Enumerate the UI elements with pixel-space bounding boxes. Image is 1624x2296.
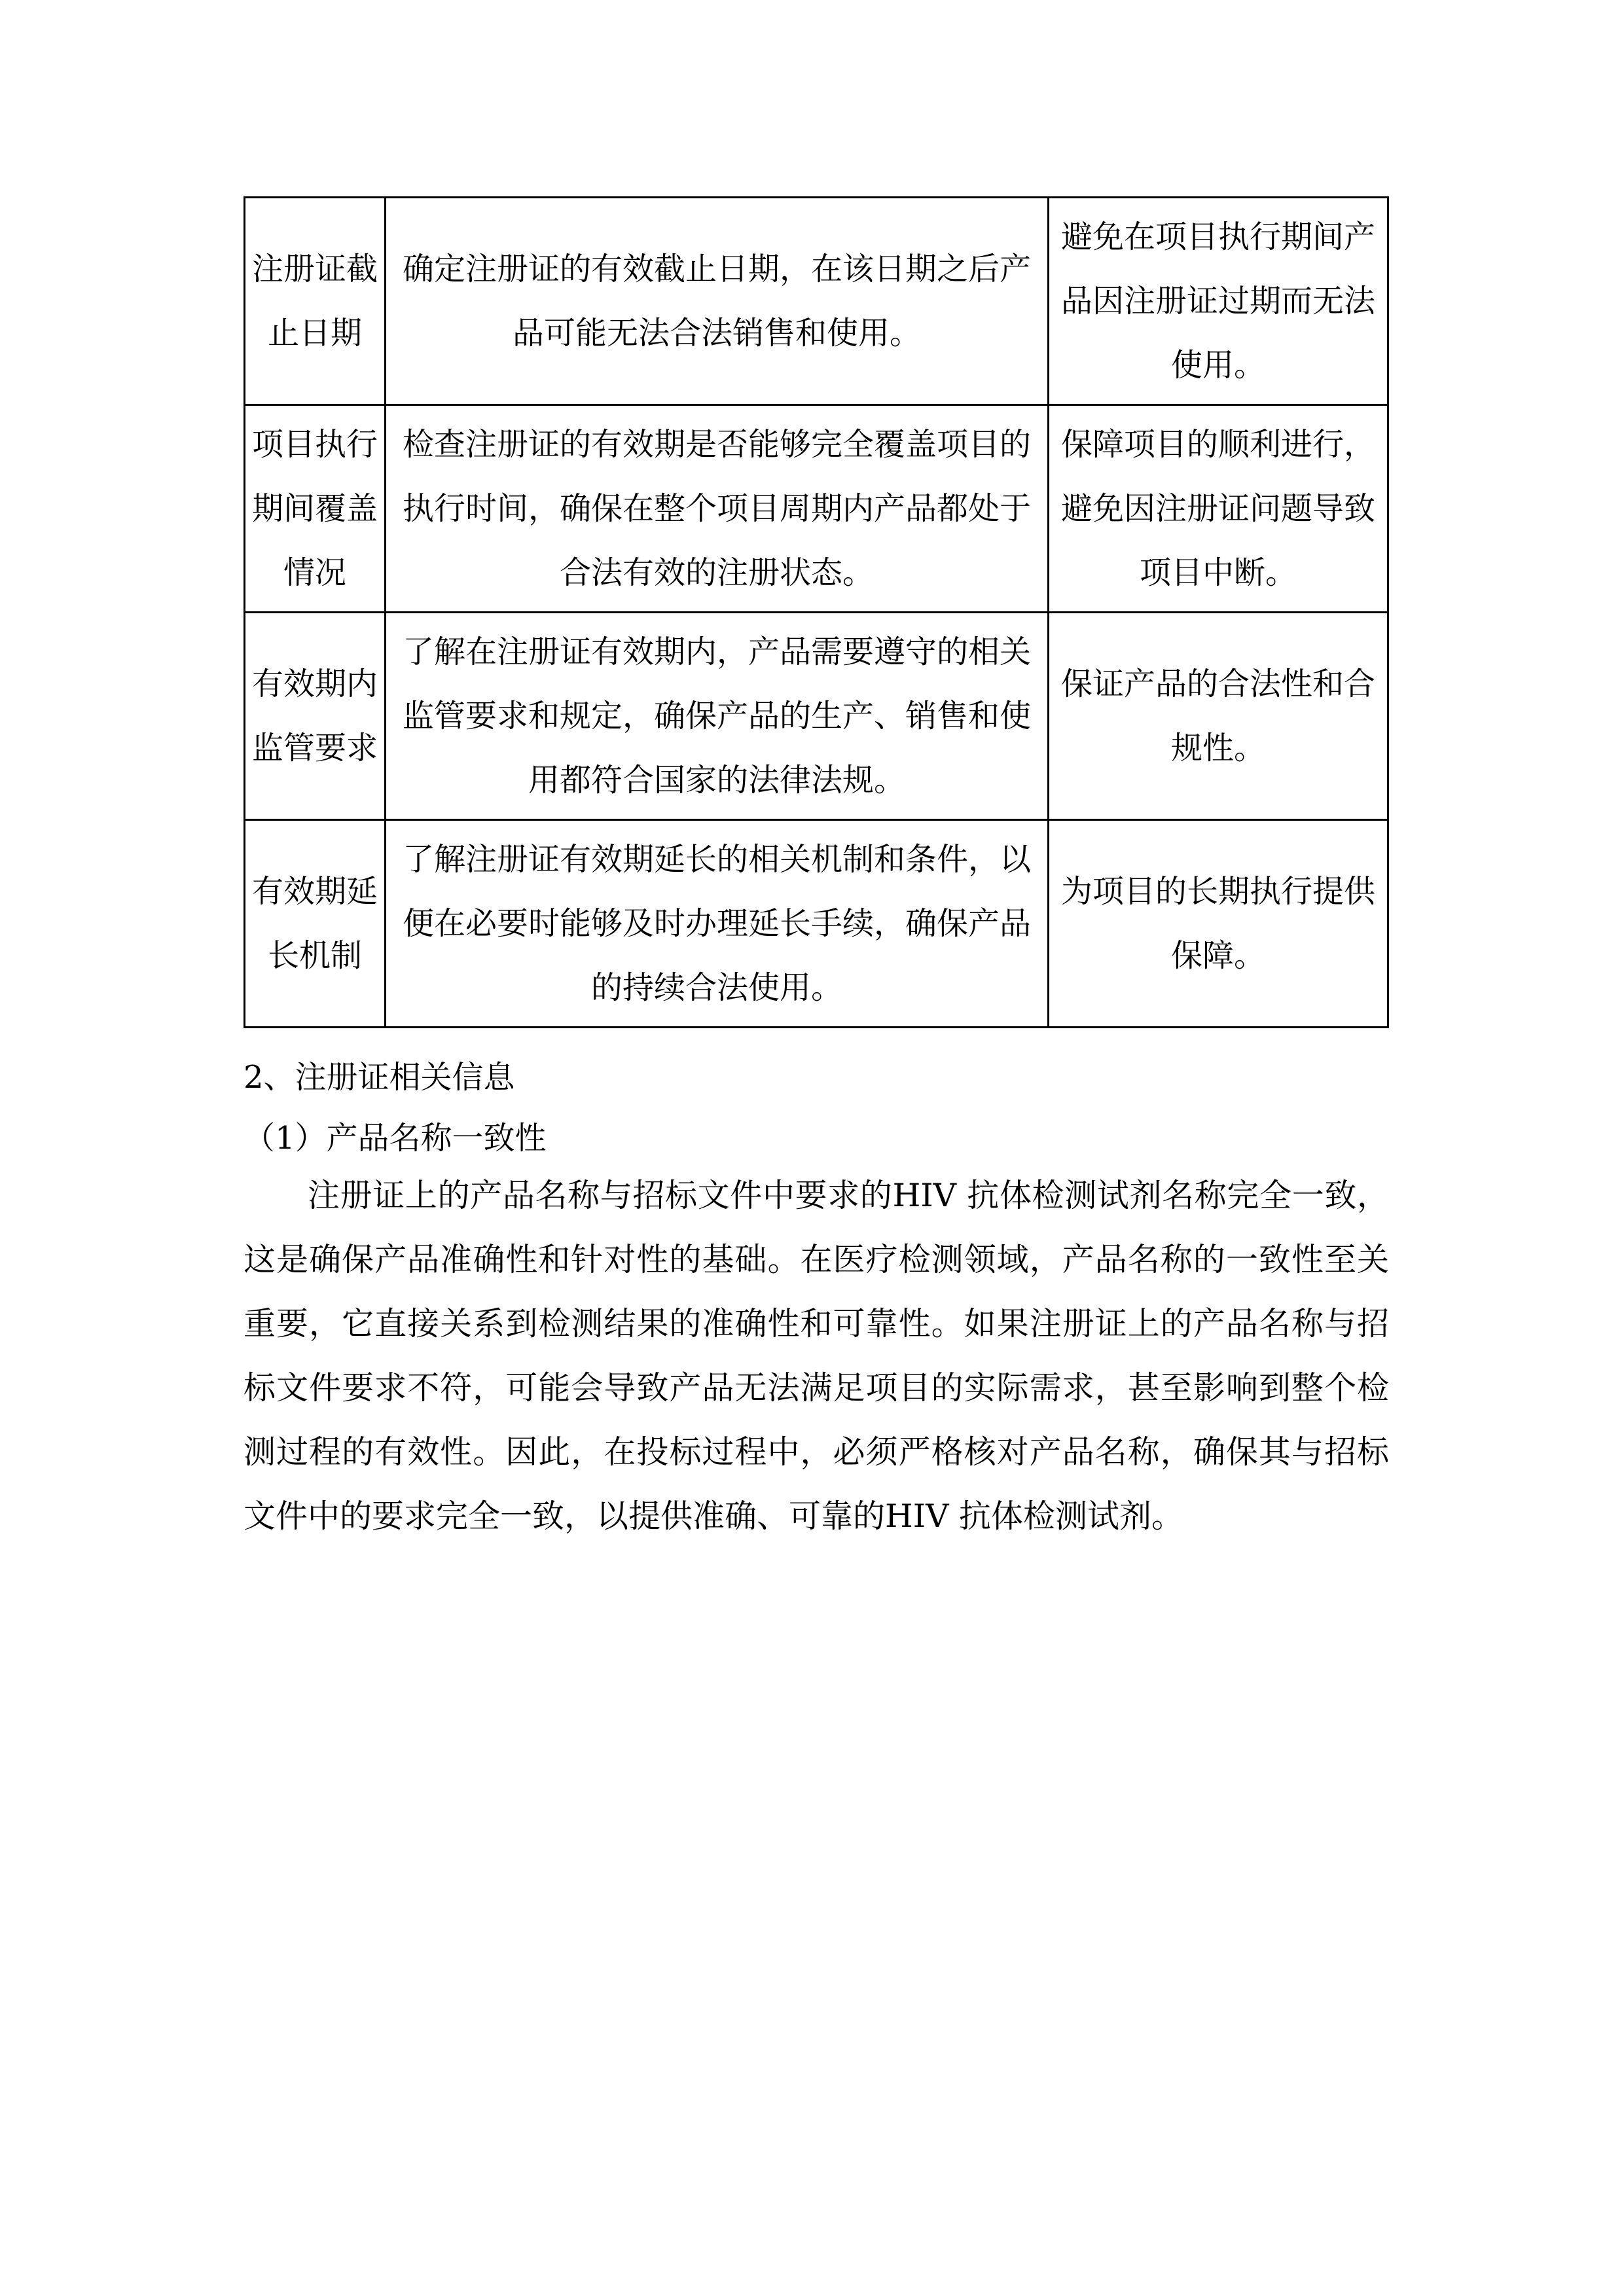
section-heading: 2、注册证相关信息	[244, 1059, 515, 1096]
table-cell-content: 了解注册证有效期延长的相关机制和条件，以便在必要时能够及时办理延长手续，确保产品的持续合法使用。	[386, 820, 1049, 1028]
table-row	[245, 820, 1388, 1028]
table-cell-item: 有效期延长机制	[245, 820, 386, 1028]
registration-validity-table	[244, 196, 1389, 1028]
table-cell-content: 检查注册证的有效期是否能够完全覆盖项目的执行时间，确保在整个项目周期内产品都处于合法有效的注册状态。	[386, 405, 1049, 613]
table-row	[245, 613, 1388, 820]
table-row	[245, 405, 1388, 613]
table-cell-item: 有效期内监管要求	[245, 613, 386, 820]
table-cell-purpose: 保证产品的合法性和合规性。	[1049, 613, 1388, 820]
subsection-heading: （1）产品名称一致性	[244, 1120, 547, 1157]
table-cell-purpose: 避免在项目执行期间产品因注册证过期而无法使用。	[1049, 198, 1388, 405]
table-cell-purpose: 为项目的长期执行提供保障。	[1049, 820, 1388, 1028]
table-cell-item: 项目执行期间覆盖情况	[245, 405, 386, 613]
body-paragraph: 注册证上的产品名称与招标文件中要求的HIV 抗体检测试剂名称完全一致，这是确保产品准确性和针对性的基础。在医疗检测领域，产品名称的一致性至关重要，它直接关系到检测结果的准确性和可靠性。如果注册证上的产品名称与招标文件要求不符，可能会导致产品无法满足项目的实际需求，甚至影响到整个检测过程的有效性。因此，在投标过程中，必须严格核对产品名称，确保其与招标文件中的要求完全一致，以提供准确、可靠的HIV 抗体检测试剂。	[244, 1177, 1389, 1535]
table-cell-content: 了解在注册证有效期内，产品需要遵守的相关监管要求和规定，确保产品的生产、销售和使用都符合国家的法律法规。	[386, 613, 1049, 820]
table-cell-content: 确定注册证的有效截止日期，在该日期之后产品可能无法合法销售和使用。	[386, 198, 1049, 405]
table-row	[245, 198, 1388, 405]
table-cell-purpose: 保障项目的顺利进行，避免因注册证问题导致项目中断。	[1049, 405, 1388, 613]
table-cell-item: 注册证截止日期	[245, 198, 386, 405]
